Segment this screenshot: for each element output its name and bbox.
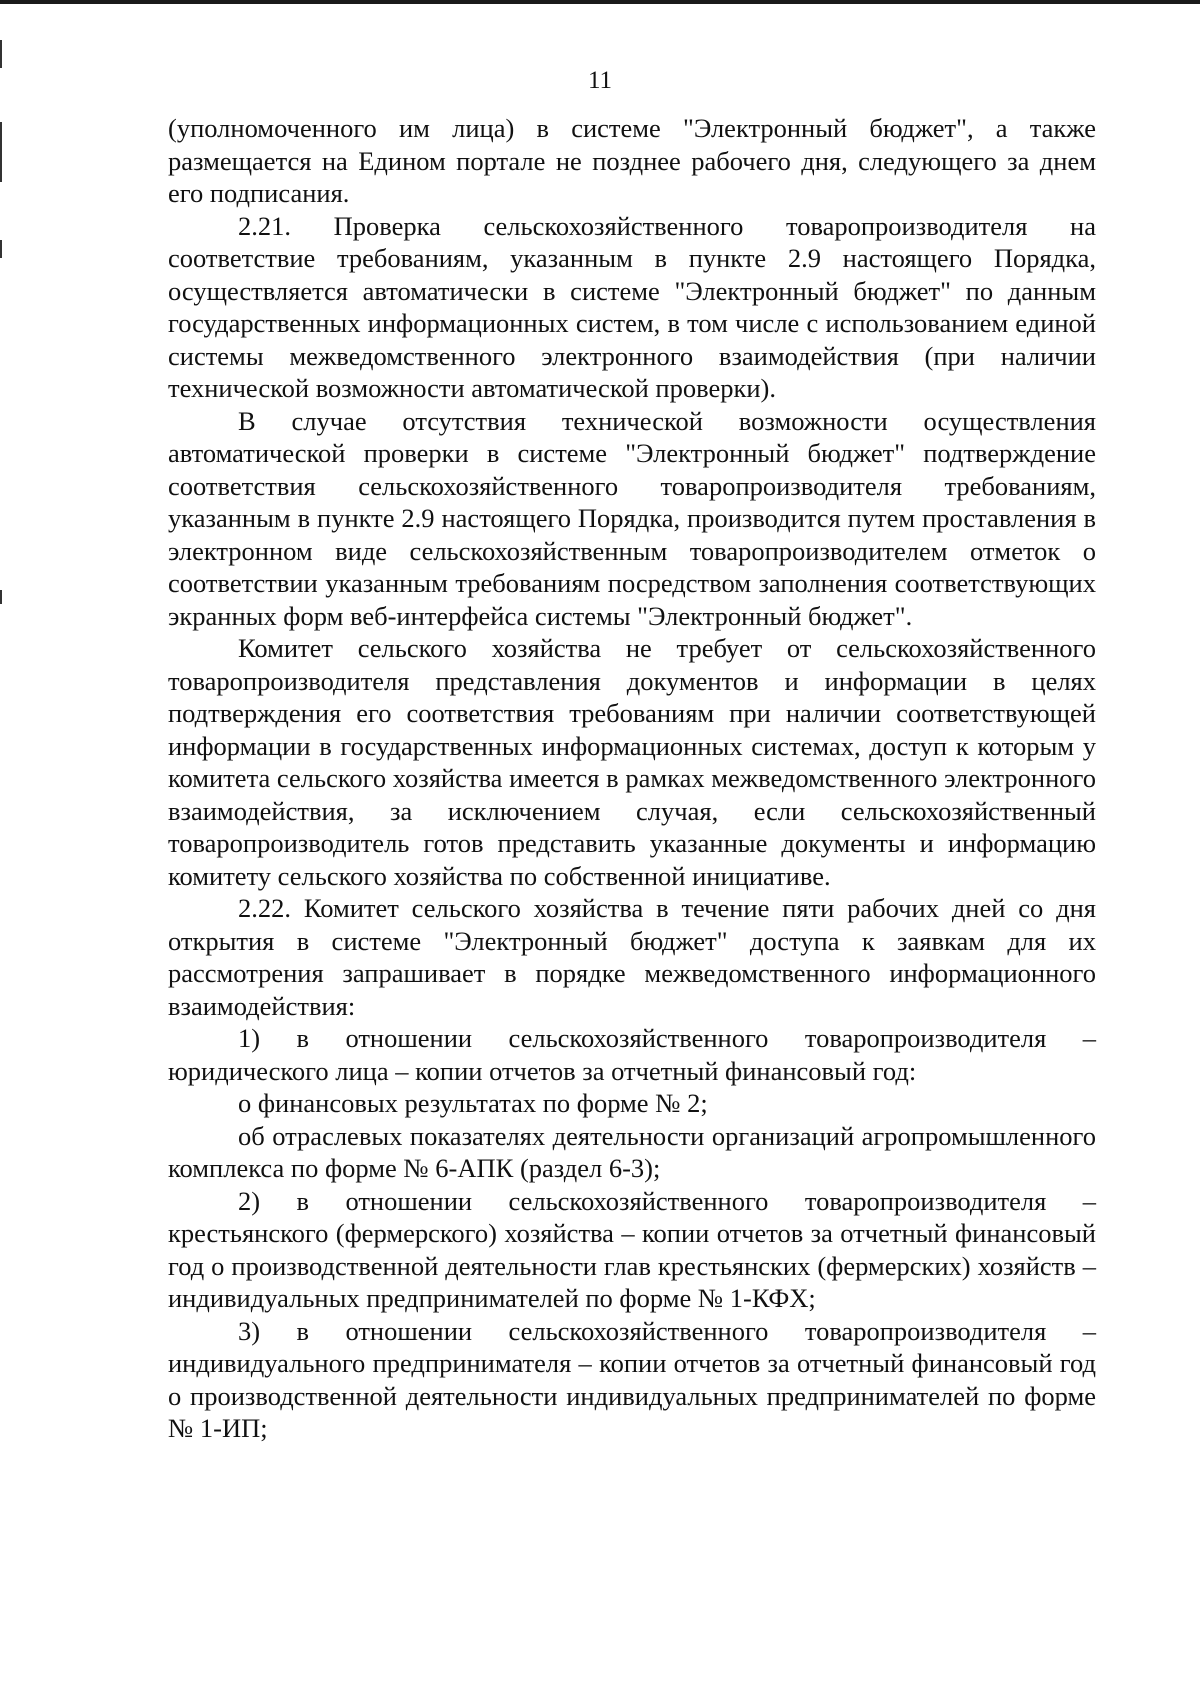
list-subitem-industry-indicators: об отраслевых показателях деятельности организаций агропромышленного комплекса по форме № 6-АПК (раздел 6-3);: [168, 1120, 1096, 1183]
paragraph-no-auto-check: В случае отсутствия технической возможности осуществления автоматической проверки в системе "Электронный бюджет" подтверждение соответствия сельскохозяйственного товаропроизводителя требованиям, указанным в пункте 2.9 настоящего Порядка, производится путем проставления в электронном виде сельскохозяйственным товаропроизводителем отметок о соответствии указанным требованиям посредством заполнения соответствующих экранных форм веб-интерфейса системы "Электронный бюджет".: [168, 405, 1096, 631]
paragraph-continuation: (уполномоченного им лица) в системе "Электронный бюджет", а также размещается на Едином портале не позднее рабочего дня, следующего за днем его подписания.: [168, 113, 1096, 208]
scan-edge-mark: [0, 40, 2, 68]
page-number: 11: [587, 67, 613, 94]
scan-edge-mark: [0, 240, 2, 258]
document-body: [168, 112, 1096, 1445]
top-border-line: [0, 0, 1200, 4]
paragraph-2-21: 2.21. Проверка сельскохозяйственного товаропроизводителя на соответствие требованиям, указанным в пункте 2.9 настоящего Порядка, осуществляется автоматически в системе "Электронный бюджет" по данным государственных информационных систем, в том числе с использованием единой системы межведомственного электронного взаимодействия (при наличии технической возможности автоматической проверки).: [168, 210, 1096, 403]
list-item-1: 1) в отношении сельскохозяйственного товаропроизводителя – юридического лица – копии отчетов за отчетный финансовый год:: [168, 1023, 1096, 1086]
list-item-3: 3) в отношении сельскохозяйственного товаропроизводителя – индивидуального предпринимателя – копии отчетов за отчетный финансовый год о производственной деятельности индивидуальных предпринимателей по форме № 1-ИП;: [168, 1315, 1096, 1443]
list-item-2: 2) в отношении сельскохозяйственного товаропроизводителя – крестьянского (фермерского) хозяйства – копии отчетов за отчетный финансовый год о производственной деятельности глав крестьянских (фермерских) хозяйств – индивидуальных предпринимателей по форме № 1-КФХ;: [168, 1185, 1096, 1313]
list-subitem-financial-results: о финансовых результатах по форме № 2;: [238, 1088, 708, 1118]
paragraph-2-22: 2.22. Комитет сельского хозяйства в течение пяти рабочих дней со дня открытия в системе "Электронный бюджет" доступа к заявкам для их рассмотрения запрашивает в порядке межведомственного информационного взаимодействия:: [168, 893, 1096, 1021]
paragraph-committee-requirements: Комитет сельского хозяйства не требует от сельскохозяйственного товаропроизводителя представления документов и информации в целях подтверждения его соответствия требованиям при наличии соответствующей информации в государственных информационных системах, доступ к которым у комитета сельского хозяйства имеется в рамках межведомственного электронного взаимодействия, за исключением случая, если сельскохозяйственный товаропроизводитель готов представить указанные документы и информацию комитету сельского хозяйства по собственной инициативе.: [168, 633, 1096, 891]
scan-edge-mark: [0, 122, 2, 182]
scan-edge-mark: [0, 590, 2, 604]
